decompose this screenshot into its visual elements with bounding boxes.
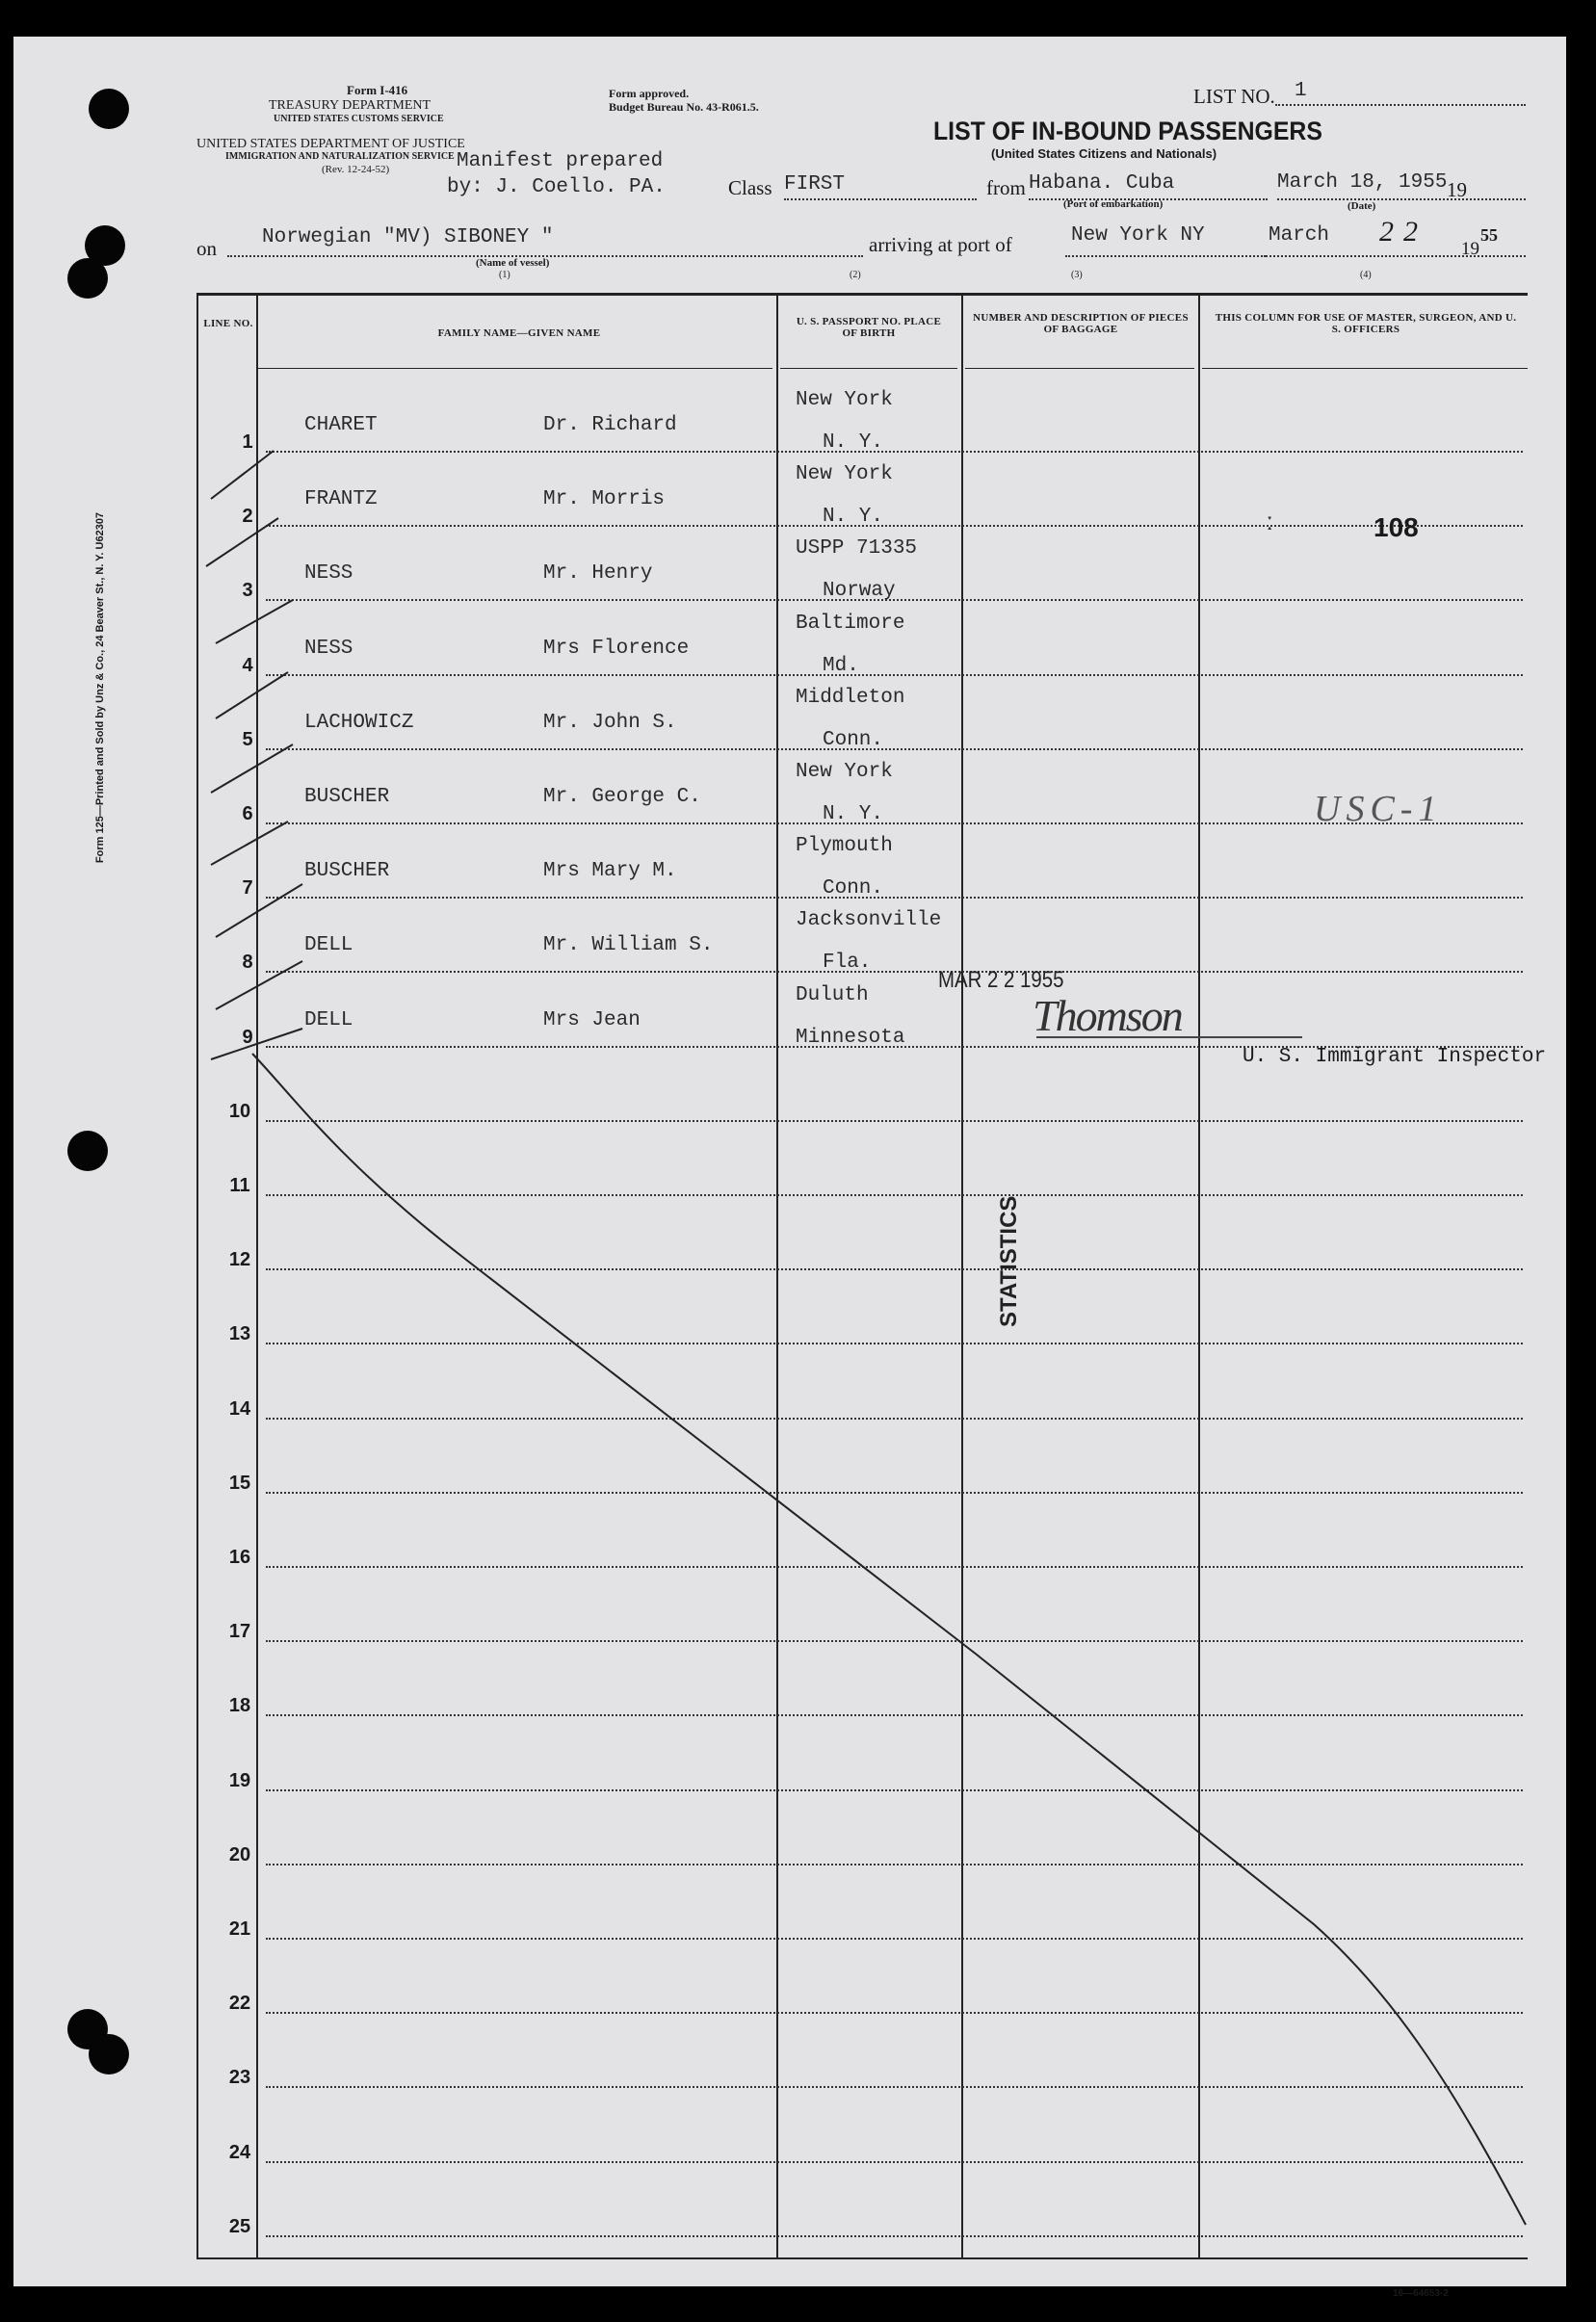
- birth-place-line1: New York: [796, 389, 893, 411]
- birth-place-line1: Jacksonville: [796, 909, 942, 932]
- binder-hole: [89, 2034, 129, 2074]
- birth-place-line2: Conn.: [823, 877, 884, 900]
- line-number: 12: [228, 1249, 251, 1271]
- birth-place-line2: Md.: [823, 654, 859, 677]
- header-baggage: NUMBER AND DESCRIPTION OF PIECES OF BAGGAGE: [973, 312, 1189, 335]
- family-name: BUSCHER: [304, 786, 390, 808]
- count-stamp: 108: [1374, 512, 1419, 542]
- line-number: 25: [228, 2215, 251, 2237]
- arrival-year-prefix: 19: [1461, 239, 1479, 259]
- family-name: CHARET: [304, 414, 378, 436]
- form-approved: Form approved.: [609, 87, 690, 100]
- manifest-sheet: [13, 37, 1566, 2299]
- family-name: LACHOWICZ: [304, 711, 414, 734]
- printer-note: Form 125—Printed and Sold by Unz & Co., 24 Beaver St., N. Y. U62307: [94, 511, 106, 864]
- family-name: BUSCHER: [304, 860, 390, 883]
- date-caption: (Date): [1347, 200, 1376, 212]
- from-label: from: [986, 176, 1026, 199]
- birth-place-line2: N. Y.: [823, 431, 884, 454]
- from-value: Habana. Cuba: [1029, 172, 1175, 195]
- binder-hole: [67, 258, 108, 299]
- birth-place-line1: New York: [796, 463, 893, 486]
- binder-hole: [89, 89, 129, 129]
- family-name: NESS: [304, 637, 353, 660]
- line-number: 17: [228, 1621, 251, 1643]
- line-number: 11: [229, 1175, 250, 1196]
- header-passport: U. S. PASSPORT NO. PLACE OF BIRTH: [796, 316, 942, 339]
- family-name: DELL: [304, 934, 353, 957]
- given-name: Mr. Morris: [543, 488, 666, 511]
- vessel-caption: (Name of vessel): [476, 257, 550, 269]
- line-number: 7: [242, 877, 253, 900]
- caption-4: (4): [1360, 270, 1372, 280]
- inspector-title: U. S. Immigrant Inspector: [1243, 1046, 1547, 1068]
- statistics-stamp: STATISTICS: [996, 1195, 1022, 1327]
- date-stamp: MAR 2 2 1955: [938, 967, 1064, 993]
- birth-place-line2: Fla.: [823, 952, 872, 975]
- cancellation-line: [13, 37, 1566, 2286]
- count-stamp-mark: ː: [1266, 505, 1274, 536]
- line-number: 10: [228, 1100, 251, 1122]
- binder-hole: [67, 1131, 108, 1171]
- page-title: LIST OF IN-BOUND PASSENGERS: [933, 117, 1322, 145]
- given-name: Mr. Henry: [543, 562, 653, 586]
- header-officers: THIS COLUMN FOR USE OF MASTER, SURGEON, AND U. S. OFFICERS: [1215, 312, 1517, 335]
- caption-2: (2): [850, 270, 861, 280]
- revision: (Rev. 12-24-52): [322, 164, 390, 175]
- line-number: 19: [228, 1769, 251, 1791]
- line-number: 6: [242, 803, 253, 824]
- arriving-label: arriving at port of: [869, 233, 1012, 256]
- birth-place-line2: Minnesota: [796, 1026, 905, 1049]
- line-number: 24: [228, 2141, 251, 2163]
- birth-place-line2: Conn.: [823, 728, 884, 751]
- customs-service: UNITED STATES CUSTOMS SERVICE: [274, 114, 444, 124]
- birth-place-line2: Norway: [823, 580, 896, 603]
- given-name: Mr. George C.: [543, 786, 701, 808]
- justice-department: UNITED STATES DEPARTMENT OF JUSTICE: [196, 137, 465, 151]
- line-number: 3: [242, 580, 253, 602]
- line-number: 15: [228, 1472, 251, 1494]
- class-value: FIRST: [784, 173, 846, 196]
- line-number: 4: [242, 654, 253, 676]
- line-number: 13: [228, 1323, 251, 1345]
- list-no-value: 1: [1295, 80, 1307, 102]
- header-name: FAMILY NAME—GIVEN NAME: [437, 327, 601, 339]
- line-number: 16: [228, 1547, 251, 1568]
- arrival-port: New York NY: [1071, 224, 1205, 247]
- on-label: on: [196, 237, 217, 260]
- treasury-department: TREASURY DEPARTMENT: [269, 98, 432, 113]
- given-name: Mr. William S.: [543, 934, 714, 957]
- line-number: 20: [228, 1843, 251, 1865]
- embark-year-prefix: 19: [1447, 178, 1467, 201]
- ins-service: IMMIGRATION AND NATURALIZATION SERVICE: [225, 151, 455, 162]
- birth-place-line1: New York: [796, 761, 893, 783]
- header-line-no: LINE NO.: [203, 318, 253, 329]
- given-name: Mr. John S.: [543, 711, 677, 734]
- manifest-prepared-by: by: J. Coello. PA.: [447, 176, 666, 198]
- arrival-year: 55: [1480, 225, 1498, 245]
- line-number: 1: [242, 431, 253, 453]
- birth-place-line1: Duluth: [796, 983, 869, 1006]
- line-number: 2: [242, 506, 253, 528]
- caption-1: (1): [499, 270, 510, 280]
- footer-code: 16—64653-2: [1393, 2288, 1449, 2299]
- family-name: DELL: [304, 1008, 353, 1031]
- manifest-prepared: Manifest prepared: [457, 150, 664, 172]
- usc-note: USC-1: [1314, 789, 1443, 829]
- birth-place-line1: USPP 71335: [796, 537, 918, 561]
- given-name: Mrs Florence: [543, 637, 690, 660]
- family-name: NESS: [304, 562, 353, 586]
- caption-3: (3): [1071, 270, 1083, 280]
- vessel-name: Norwegian "MV) SIBONEY ": [262, 226, 554, 248]
- line-number: 18: [228, 1695, 251, 1717]
- form-number: Form I-416: [347, 83, 408, 97]
- given-name: Dr. Richard: [543, 414, 677, 436]
- family-name: FRANTZ: [304, 488, 378, 511]
- line-number: 5: [242, 728, 253, 750]
- line-number: 21: [228, 1918, 251, 1940]
- birth-place-line2: N. Y.: [823, 803, 884, 825]
- line-number: 14: [228, 1397, 251, 1420]
- embark-date: March 18, 1955: [1277, 171, 1448, 194]
- port-embark-caption: (Port of embarkation): [1063, 198, 1164, 210]
- birth-place-line1: Plymouth: [796, 835, 893, 858]
- page-subtitle: (United States Citizens and Nationals): [991, 146, 1217, 161]
- class-label: Class: [728, 176, 772, 199]
- arrival-month: March: [1269, 224, 1330, 247]
- birth-place-line2: N. Y.: [823, 506, 884, 529]
- budget-bureau: Budget Bureau No. 43-R061.5.: [609, 100, 759, 114]
- line-number: 23: [228, 2067, 251, 2089]
- arrival-day-handwritten: 22: [1379, 216, 1427, 248]
- birth-place-line1: Baltimore: [796, 612, 905, 635]
- line-number: 8: [242, 952, 253, 974]
- birth-place-line1: Middleton: [796, 686, 905, 709]
- line-number: 22: [228, 1993, 251, 2015]
- given-name: Mrs Mary M.: [543, 860, 677, 883]
- list-no-label: LIST NO.: [1193, 85, 1275, 108]
- given-name: Mrs Jean: [543, 1008, 641, 1031]
- line-number: 9: [242, 1026, 253, 1048]
- inspector-signature: Thomson: [1033, 991, 1182, 1040]
